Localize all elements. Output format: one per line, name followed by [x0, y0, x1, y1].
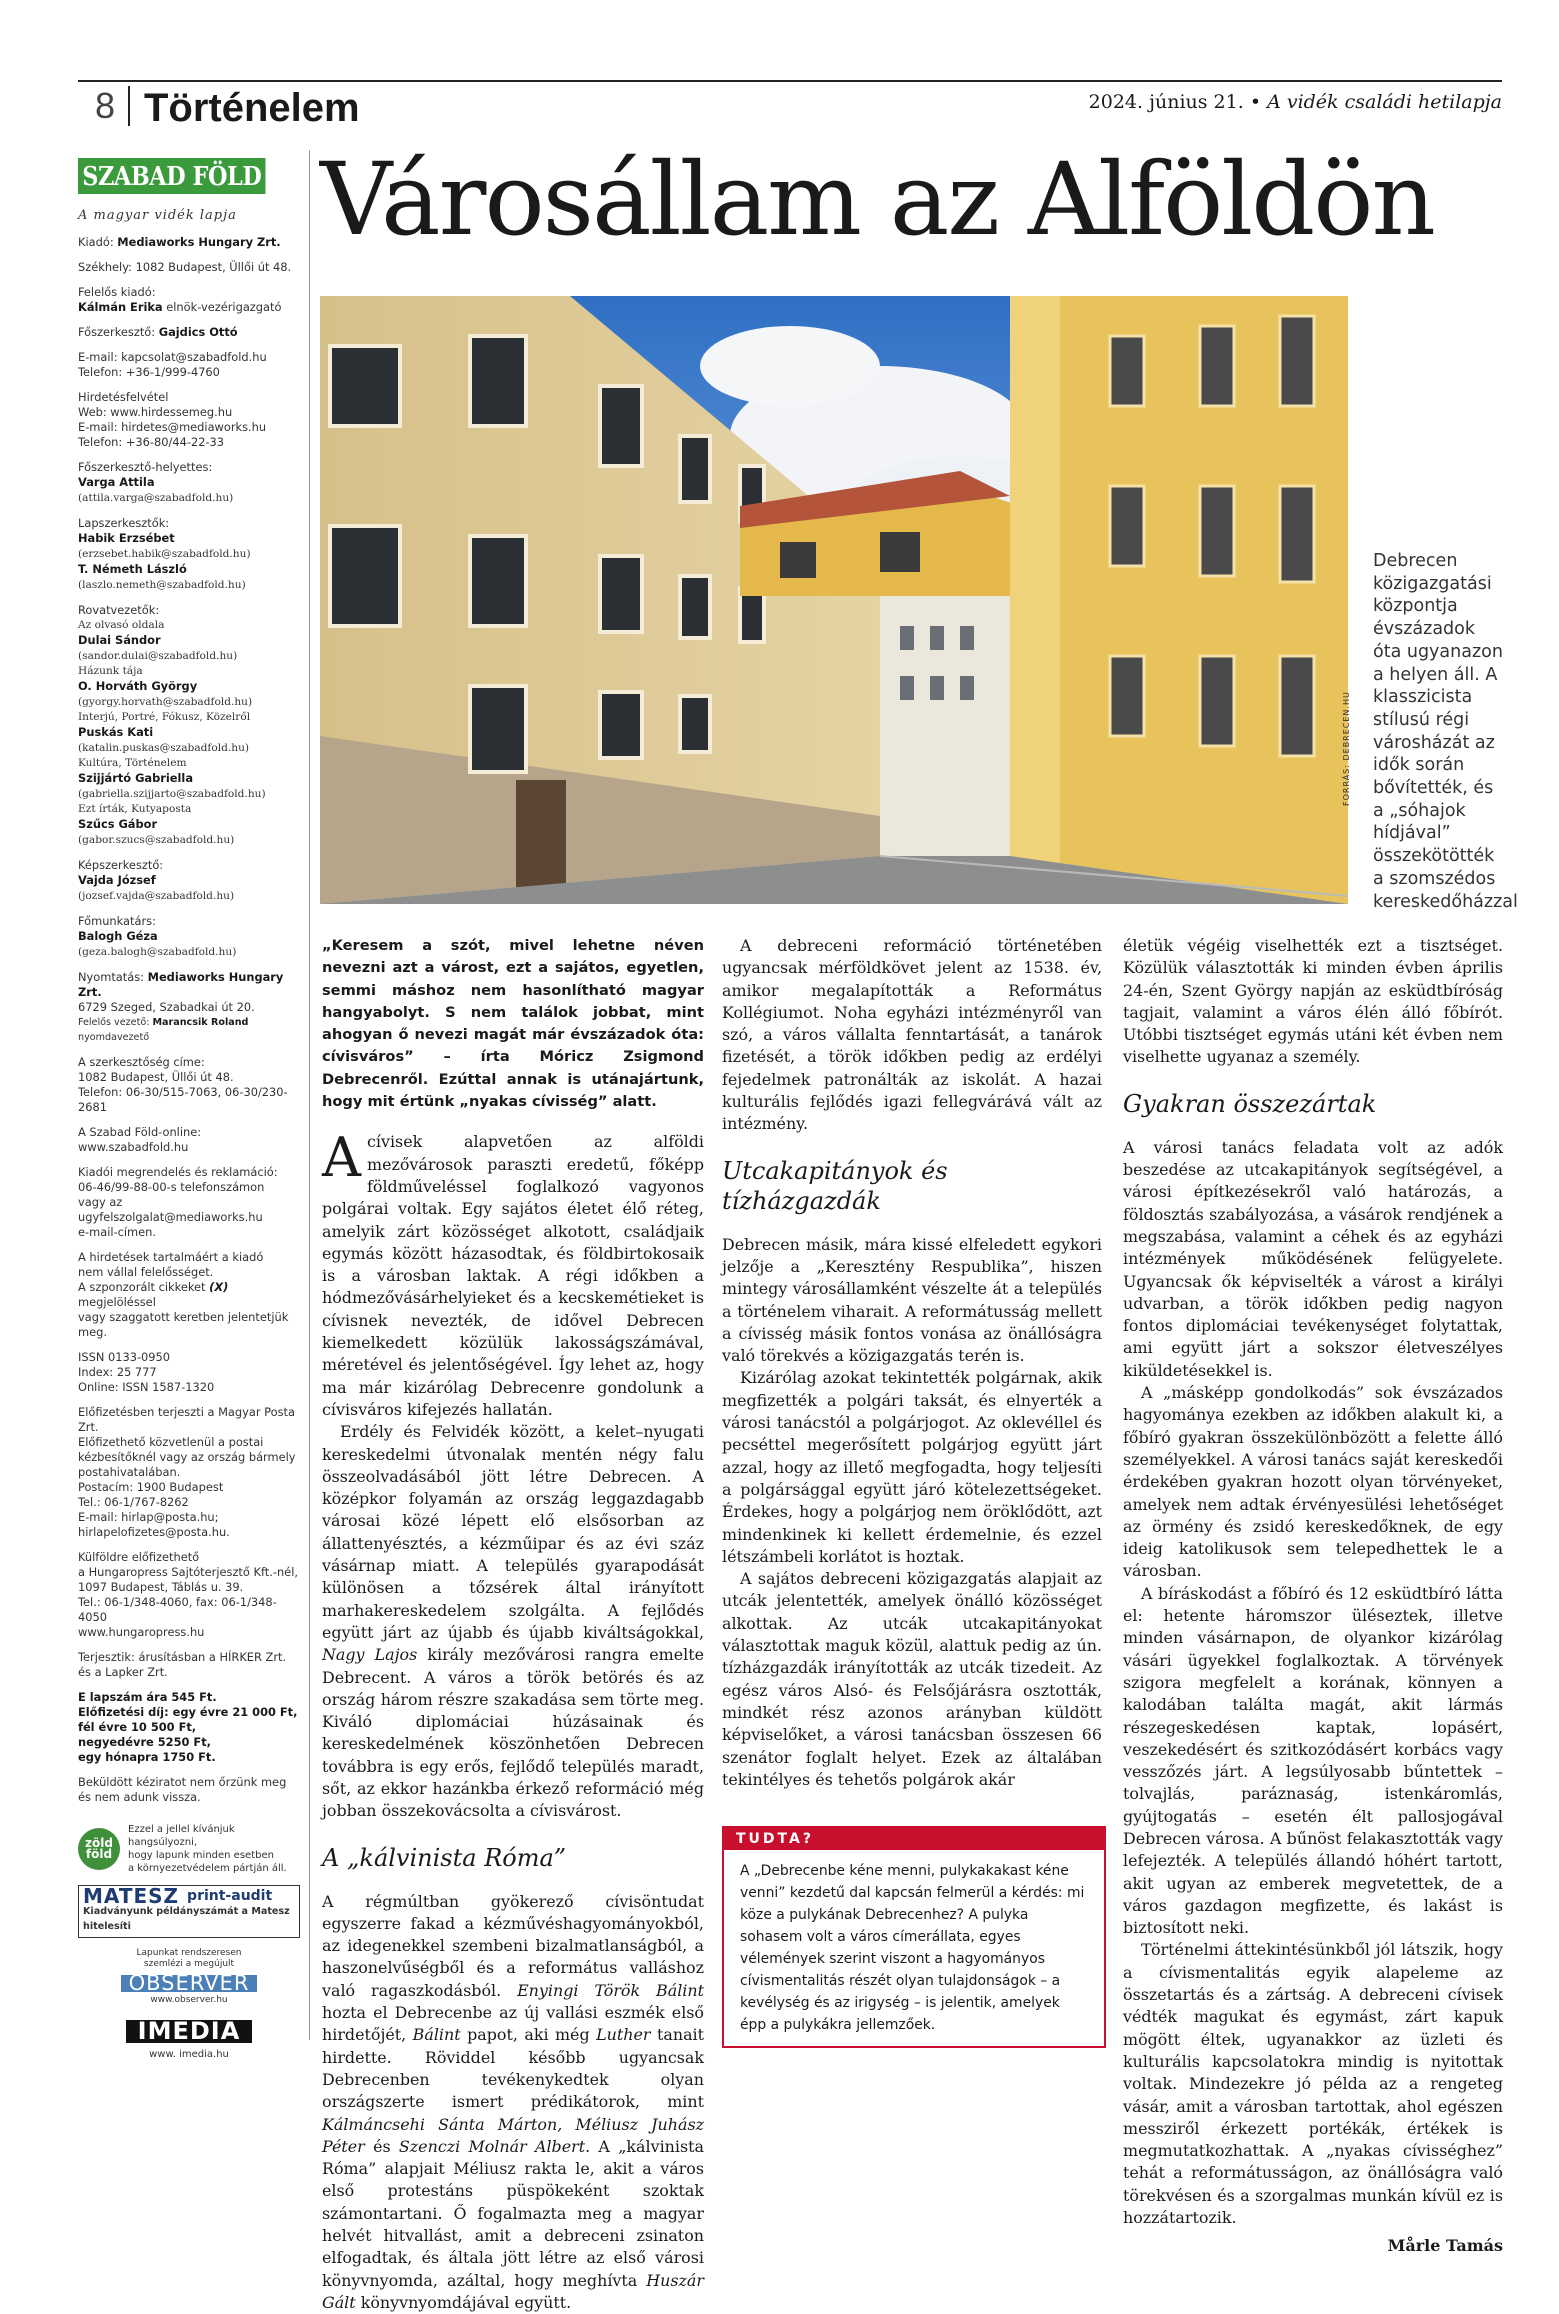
subheading-gyakran-osszezartak: Gyakran összezártak: [1123, 1089, 1377, 1118]
sub-line-7[interactable]: E-mail: hirlap@posta.hu;: [78, 1510, 219, 1524]
article-paragraph: Debrecen másik, mára kissé elfeledett egykori jelzője a „Keresztény Respublika”, hiszen mintegy városállamként vészelte át a település a történelem viharait. A reformátusság mellett a cívisség másik fontos vonása az önállóságra való törekvés a közigazgatás terén is.: [722, 1234, 1102, 1366]
col4-email[interactable]: (gabriella.szijjarto@szabadfold.hu): [78, 788, 266, 800]
italic-name: Bálint: [412, 2025, 461, 2045]
contact-email[interactable]: E-mail: kapcsolat@szabadfold.hu: [78, 350, 267, 364]
article-column-2: [722, 935, 1102, 1791]
article-paragraph: A bíráskodást a főbíró és 12 esküdtbíró látta el: hetente háromszor üléseztek, illetve minden vásárnapon, de olyankor kizárólag vásári ügyekkel foglalkoztak. A törvények szigora megfelelt a korának, könnyen a kalodában találta magát, akit lármás részegeskedésen kaptak, lopásért, veszekedésért és szitkozódásért korbács vagy vesszőzés járt. A legsúlyosabb bűntettek – tolvajlás, paráznaság, istenkáromlás, gyújtogatás – esetén élt pallosjogával Debrecen városa. A bűnöst felakasztották vagy lefejezték. A település állandó hóhért tartott, akit ugyan az emberek megvetettek, de a város gazdagon megfizette, és lakást is biztosított neki.: [1123, 1583, 1503, 1938]
dist-line-2: és a Lapker Zrt.: [78, 1665, 168, 1679]
abroad-line-5[interactable]: www.hungaropress.hu: [78, 1625, 205, 1639]
drop-cap: A: [322, 1126, 361, 1190]
observer-logo: OBSERVER: [121, 1975, 258, 1992]
disclaimer-block: [78, 1250, 300, 1340]
zf-text-2: hogy lapunk minden esetben: [128, 1850, 274, 1861]
ads-web[interactable]: Web: www.hirdessemeg.hu: [78, 405, 233, 419]
desk1-name: Habik Erzsébet: [78, 531, 175, 545]
col5-email[interactable]: (gabor.szucs@szabadfold.hu): [78, 834, 235, 846]
article-lead: „Keresem a szót, mivel lehetne néven nevezni azt a várost, ezt a sajátos, egyetlen, semmi máshoz nem hasonlítható magyar hangyabolyt. S nem találok jobbat, mint ahogyan ő nevezi magát már évszázadok óta: cívisváros” – írta Móricz Zsigmond Debrecenről. Ezúttal annak is utánajártunk, hogy mit értünk „nyakas cívisség” alatt.: [322, 937, 704, 1111]
resp-publisher-name: Kálmán Erika: [78, 300, 163, 314]
price-line-5: egy hónapra 1750 Ft.: [78, 1750, 216, 1764]
desk2-email[interactable]: (laszlo.nemeth@szabadfold.hu): [78, 579, 246, 591]
italic-name: Szenczi Molnár Albert: [398, 2136, 586, 2156]
orders-label: Kiadói megrendelés és reklamáció:: [78, 1165, 278, 1179]
price-line-4: negyedévre 5250 Ft,: [78, 1735, 211, 1749]
szabad-fold-logo: SZABAD FÖLD: [78, 158, 266, 194]
paragraph-text: A régmúltban gyökerező cívisöntudat egyszerre fakad a kézművéshagyományokból, az idegenekkel szembeni bizalmatlanságból, a haszonelvűségből és a református valláshoz való ragaszkodásból.: [322, 1891, 704, 2000]
price-line-2: Előfizetési díj: egy évre 21 000 Ft,: [78, 1705, 298, 1719]
did-you-know-text: A „Debrecenbe kéne menni, pulykakakast kéne venni” kezdetű dal kapcsán felmerül a kérdés: mi köze a pulykának Debrecenhez? A pulyka sohasem volt a város címerállata, egyes vélemények szerint viszont a hagyományos cívismentalitás részét olyan tulajdonságok – a kevélység és az irigység – is jelentik, amelyek épp a pulykákra jellemzőek.: [740, 1863, 1085, 2033]
paragraph-text: tanait hirdette. Röviddel később ugyancsak Debrecenben tevékenykedtek olyan országszerte ismert prédikátorok, mint: [322, 2025, 705, 2112]
printing-lead-name: Marancsik Roland: [152, 1017, 249, 1028]
subscription-block: [78, 1405, 300, 1540]
orders-email[interactable]: vagy az ugyfelszolgalat@mediaworks.hu: [78, 1195, 263, 1224]
paragraph-text: könyvnyomdájával együtt.: [355, 2292, 572, 2312]
photo-credit: FORRÁS: DEBRECEN.HU: [1342, 691, 1351, 806]
deputy-email[interactable]: (attila.varga@szabadfold.hu): [78, 492, 234, 504]
italic-name: Nagy Lajos: [322, 1645, 418, 1665]
office-address: 1082 Budapest, Üllői út 48.: [78, 1070, 234, 1084]
author-byline: Mårle Tamás: [1387, 2236, 1503, 2256]
chief-staff-block: [78, 914, 300, 960]
article-paragraph: [322, 1421, 704, 1822]
orders-email-suffix: e-mail-címen.: [78, 1225, 157, 1239]
article-paragraph: A sajátos debreceni közigazgatás alapjait az utcák jelentették, amelyek önálló közösséget alkottak. Az utcák utcakapitányokat választottak maguk közül, alattuk pedig az ún. tízházgazdák irányították az utcák tizedeit. Az egész város Alsó- és Felsőjárásra osztották, mindkét rész azonos arányban küldött képviselőket, a városi tanácsban összesen 66 szenátor foglalt helyet. Ezek az általában tekintélyes és tehetős polgárok akár: [722, 1569, 1102, 1789]
paragraph-text: cívisek alapvetően az alföldi mezővárosok paraszti eredetű, főképp földműveléssel foglalkozó vagyonos polgárai voltak. Egy sajátos életet élő réteg, amelyik zárt közösséget alkotott, családjaik egymás között házasodtak, és földbirtokosaik is a városban laktak. A régi időkben a hódmezővásárhelyieket és a kecskemétieket is cívisnek nevezték, de idővel Debrecen kiemelkedett közülük lakosságszámával, méretével és jelentőségével. Így lehet az, hogy ma már kizárólag Debrecenre gondolunk a cívisváros kifejezés hallatán.: [322, 1132, 704, 1419]
paragraph-text: és: [364, 2136, 399, 2156]
publisher-label: Kiadó:: [78, 235, 114, 249]
price-block: [78, 1690, 300, 1765]
col2-email[interactable]: (gyorgy.horvath@szabadfold.hu): [78, 696, 253, 708]
header-dateline: [1089, 90, 1502, 114]
imedia-url[interactable]: www. imedia.hu: [149, 2049, 229, 2060]
printing-address: 6729 Szeged, Szabadkai út 20.: [78, 1000, 255, 1014]
printing-name: Mediaworks Hungary Zrt.: [78, 970, 284, 999]
imedia-logo: IMEDIA: [126, 2020, 253, 2043]
matesz-caption: Kiadványunk példányszámát a Matesz hitelesíti: [83, 1906, 290, 1932]
article-paragraph: Történelmi áttekintésünkből jól látszik, hogy a cívismentalitás egyik alapeleme az összetartás és a zártság. A debreceni cívisek védték magukat és egymást, zárt kapuk mögött éltek, ugyanakkor az üzleti és kulturális kapcsolatokra mindig is nyitottak voltak. Mindezekre jó példa az a rengeteg vásár, amit a városban tartottak, ahol egészen messziről érkezett portékák, értékek is megmutatkozhattak. A „nyakas cívisséghez” tehát a reformátusságon, az önállóságra való törekvésen és a szorgalmas munkán kívül ez is hozzátartozik.: [1123, 1940, 1503, 2228]
col4-topic: Kultúra, Történelem: [78, 757, 187, 769]
photo-editor-name: Vajda József: [78, 873, 156, 887]
abroad-line-2: a Hungaropress Sajtóterjesztő Kft.-nél,: [78, 1565, 298, 1579]
sub-line-2: Előfizethető közvetlenül a postai: [78, 1435, 264, 1449]
photo-editor-label: Képszerkesztő:: [78, 858, 164, 872]
col5-topic: Ezt írták, Kutyaposta: [78, 803, 192, 815]
paragraph-text: Erdély és Felvidék között, a kelet–nyugati kereskedelmi útvonalak mentén négy falu összeolvadásából jött létre Debrecen. A középkor folyamán az ország leggazdagabb városai közé lépett elő elsősorban az állattenyésztés, a kézműipar és az évi száz vásárnap miatt. A település gyarapodását különösen a tőzsérek által irányított marhakereskedelem szolgálta. A fejlődés együtt járt az újabb és újabb kiváltságokkal,: [322, 1422, 704, 1642]
ads-phone: Telefon: +36-80/44-22-33: [78, 435, 225, 449]
imedia-badge: [78, 2017, 300, 2062]
did-you-know-title: TUDTA?: [724, 1828, 1104, 1850]
price-line-1: E lapszám ára 545 Ft.: [78, 1690, 217, 1704]
zf-text-3: a környezetvédelem pártján áll.: [128, 1863, 287, 1874]
publisher-name: Mediaworks Hungary Zrt.: [117, 235, 281, 249]
header-rule-top: [78, 80, 1502, 82]
disclaimer-line-3: A szponzorált cikkeket: [78, 1280, 206, 1294]
desk2-name: T. Németh László: [78, 562, 187, 576]
observer-text-1: Lapunkat rendszeresen: [136, 1948, 242, 1958]
section-title: Történelem: [144, 86, 360, 130]
distribution-block: [78, 1650, 300, 1680]
column-editors-block: [78, 603, 300, 848]
zold-fold-logo-icon: zöld föld: [78, 1828, 120, 1870]
col4-name: Szijjártó Gabriella: [78, 771, 194, 785]
article-paragraph: A városi tanács feladata volt az adók beszedése az utcakapitányok segítségével, a városi építkezésekről való határozás, a földosztás szabályozása, a vásárok rendjének a megszabása, valamint a céhek és az egyházi intézmények működésének felügyelete. Ugyancsak ők képviselték a várost a királyi udvarban, a török időkben pedig nagyon fontos diplomáciai tevékenységet folytattak, ami együtt járt a sokszor életveszélyes kiküldetésekkel is.: [1123, 1137, 1503, 1380]
subheading-utcakapitanyok: Utcakapitányok és tízházgazdák: [722, 1156, 948, 1215]
abroad-line-4: Tel.: 06-1/348-4060, fax: 06-1/348-4050: [78, 1595, 277, 1624]
responsible-publisher: [78, 285, 300, 315]
sponsored-mark: (X): [209, 1280, 229, 1294]
index-number: Index: 25 777: [78, 1365, 157, 1379]
office-label: A szerkesztőség címe:: [78, 1055, 205, 1069]
editor-label: Főszerkesztő:: [78, 325, 156, 339]
sub-line-1: Előfizetésben terjeszti a Magyar Posta Zrt.: [78, 1405, 295, 1434]
zold-fold-badge: [78, 1823, 300, 1875]
abroad-line-1: Külföldre előfizethető: [78, 1550, 200, 1564]
chief-staff-label: Főmunkatárs:: [78, 914, 156, 928]
sub-line-4: postahivatalában.: [78, 1465, 181, 1479]
ads-block: [78, 390, 300, 450]
disclaimer-line-4: vagy szaggatott keretben jelentetjük meg.: [78, 1310, 289, 1339]
photo-caption: Debrecen közigazgatási központja évszázadok óta ugyanazon a helyen áll. A klasszicista stílusú régi városházát az idők során bővítették, és a „sóhajok hídjával” összekötötték a szomszédos kereskedőházzal: [1373, 551, 1518, 912]
sidebar-tagline: A magyar vidék lapja: [78, 208, 237, 223]
col3-email[interactable]: (katalin.puskas@szabadfold.hu): [78, 742, 250, 754]
col1-email[interactable]: (sandor.dulai@szabadfold.hu): [78, 650, 238, 662]
printing-label: Nyomtatás:: [78, 970, 144, 984]
chief-staff-email[interactable]: (geza.balogh@szabadfold.hu): [78, 946, 237, 958]
col5-name: Szűcs Gábor: [78, 817, 158, 831]
print-audit-label: print-audit: [187, 1888, 273, 1904]
deputy-label: Főszerkesztő-helyettes:: [78, 460, 213, 474]
italic-name: Kálmáncsehi Sánta Márton, Méliusz Juhász Péter: [322, 2114, 704, 2156]
article-column-1: [322, 935, 704, 2314]
article-paragraph: életük végéig viselhették ezt a tisztséget. Közülük választották ki minden évben április 24-én, Szent György napján az esküdtbíróság tagjait, valamint a város élén álló főbírót. Utóbbi tisztséget egymás utáni két évben nem viselhette ugyanaz a személy.: [1123, 936, 1503, 1067]
article-photo: [320, 296, 1348, 904]
paragraph-text: hozta el Debrecenbe az új vallási eszmék első hirdetőjét,: [322, 2003, 704, 2045]
disclaimer-line-1: A hirdetések tartalmáért a kiadó: [78, 1250, 264, 1264]
paragraph-text: király mezővárosi rangra emelte Debrecent. A város a török betörés és az ország három részre szakadása sem törte meg. Kiváló diplomáciai húzásainak és kereskedelmének köszönhetően Debrecen továbbra is egy erős, fejlődő település maradt, sőt, az ekkor hazánkba érkező reformáció még jobban összekovácsolta a cívisvárost.: [322, 1645, 704, 1821]
manuscript-line-1: Beküldött kéziratot nem őrzünk meg: [78, 1775, 287, 1789]
deputy-name: Varga Attila: [78, 475, 155, 489]
sub-line-8[interactable]: hirlapelofizetes@posta.hu.: [78, 1525, 230, 1539]
orders-block: [78, 1165, 300, 1240]
matesz-badge: [78, 1885, 300, 1938]
chief-staff-name: Balogh Géza: [78, 929, 158, 943]
online-line[interactable]: A Szabad Föld-online: www.szabadfold.hu: [78, 1125, 202, 1154]
price-line-3: fél évre 10 500 Ft,: [78, 1720, 197, 1734]
online-issn: Online: ISSN 1587-1320: [78, 1380, 215, 1394]
contact-phone: Telefon: +36-1/999-4760: [78, 365, 220, 379]
did-you-know-box: [722, 1826, 1106, 2048]
office-block: [78, 1055, 300, 1115]
observer-text-2: szemlézi a megújult: [143, 1959, 235, 1969]
col1-name: Dulai Sándor: [78, 633, 161, 647]
town-hall-illustration: [320, 296, 1348, 904]
printing-lead-role: nyomdavezető: [78, 1032, 150, 1043]
observer-url[interactable]: www.observer.hu: [150, 1995, 228, 2005]
sub-line-5: Postacím: 1900 Budapest: [78, 1480, 224, 1494]
bullet-separator: •: [1249, 91, 1262, 113]
publication-tagline: A vidék családi hetilapja: [1267, 91, 1502, 113]
page-number: 8: [82, 86, 130, 126]
masthead-sidebar: [78, 158, 300, 2062]
col1-topic: Az olvasó oldala: [78, 619, 165, 631]
desk-label: Lapszerkesztők:: [78, 516, 170, 530]
resp-publisher-label: Felelős kiadó:: [78, 285, 156, 299]
paragraph-text: . A „kálvinista Róma” alapjait Méliusz rakta le, akit a város első protestáns püspökeként szoktak számontartani. Ő fogalmazta meg a magyar helvét hitvallást, amit a debreceni zsinaton elfogadtak, és általa jött létre az első városi könyvnyomda, azáltal, hogy meghívta: [322, 2136, 704, 2290]
ads-email[interactable]: E-mail: hirdetes@mediaworks.hu: [78, 420, 267, 434]
observer-badge: [78, 1948, 300, 2006]
col3-topic: Interjú, Portré, Fókusz, Közelről: [78, 711, 251, 723]
column-label: Rovatvezetők:: [78, 603, 160, 617]
photo-editor-block: [78, 858, 300, 904]
italic-name: Luther: [596, 2025, 651, 2045]
article-paragraph: A debreceni reformáció történetében ugyancsak mérföldkövet jelent az 1538. év, amikor megalapították a Református Kollégiumot. Noha egyházi intézményről van szó, a város vállalta fenntartását, a tanárok fizetését, a török időkben pedig az erdélyi fejedelmek patronálták az iskolát. A hazai kulturális fejlődés igazi fellegvárává vált az intézmény.: [722, 936, 1102, 1134]
printing-lead-label: Felelős vezető:: [78, 1017, 150, 1028]
abroad-block: [78, 1550, 300, 1640]
col3-name: Puskás Kati: [78, 725, 154, 739]
abroad-line-3: 1097 Budapest, Táblás u. 39.: [78, 1580, 244, 1594]
photo-editor-email[interactable]: (jozsef.vajda@szabadfold.hu): [78, 890, 235, 902]
sub-line-6: Tel.: 06-1/767-8262: [78, 1495, 189, 1509]
dist-line-1: Terjesztik: árusításban a HÍRKER Zrt.: [78, 1650, 287, 1664]
ads-label: Hirdetésfelvétel: [78, 390, 169, 404]
editor-name: Gajdics Ottó: [158, 325, 238, 339]
hq-line: Székhely: 1082 Budapest, Üllői út 48.: [78, 260, 292, 274]
issn: ISSN 0133-0950: [78, 1350, 171, 1364]
disclaimer-line-2: nem vállal felelősséget.: [78, 1265, 214, 1279]
office-phone: Telefon: 06-30/515-7063, 06-30/230-2681: [78, 1085, 288, 1114]
sidebar-divider: [309, 150, 310, 2040]
deputy-block: [78, 460, 300, 506]
desk-editors-block: [78, 516, 300, 593]
zf-text-1: Ezzel a jellel kívánjuk hangsúlyozni,: [128, 1824, 235, 1848]
italic-name: Enyingi Török Bálint: [517, 1980, 704, 2000]
disclaimer-line-3b: megjelöléssel: [78, 1295, 156, 1309]
desk1-email[interactable]: (erzsebet.habik@szabadfold.hu): [78, 548, 251, 560]
contact-block: [78, 350, 300, 380]
article-headline: Városállam az Alföldön: [320, 141, 1434, 258]
col2-topic: Házunk tája: [78, 665, 143, 677]
issue-date: 2024. június 21.: [1088, 91, 1244, 113]
issn-block: [78, 1350, 300, 1395]
manuscript-block: [78, 1775, 300, 1805]
article-paragraph: [322, 1891, 704, 2314]
sub-line-3: kézbesítőknél vagy az ország bármely: [78, 1450, 296, 1464]
subheading-kalvinista-roma: A „kálvinista Róma”: [322, 1843, 567, 1872]
publisher-block: [78, 235, 300, 250]
manuscript-line-2: és nem adunk vissza.: [78, 1790, 201, 1804]
col2-name: O. Horváth György: [78, 679, 198, 693]
article-paragraph: [322, 1126, 704, 1421]
orders-phone: 06-46/99-88-00-s telefonszámon: [78, 1180, 265, 1194]
printing-block: [78, 970, 300, 1045]
resp-publisher-role: elnök-vezérigazgató: [166, 300, 282, 314]
editor-in-chief: [78, 325, 300, 340]
matesz-logo: MATESZ: [83, 1884, 180, 1908]
italic-name: Huszár Gált: [322, 2270, 704, 2312]
article-paragraph: A „másképp gondolkodás” sok évszázados hagyománya ezekben az időkben alakult ki, a főbíró gyakran összekülönbözött a felette álló személyekkel. A városi tanács saját kereskedői érdekében gyakran hozott olyan törvényeket, amelyek nem adtak érvényesülési lehetőséget az örmény és zsidó kereskedőknek, de egy ideig katolikusok sem telepedhettek le a városban.: [1123, 1383, 1503, 1581]
article-column-3: [1123, 935, 1503, 2258]
article-paragraph: Kizárólag azokat tekintették polgárnak, akik megfizették a polgári taksát, és elnyerték a városi tanácstól a polgárjogot. Az oklevéllel és pecséttel megerősített polgárjog együtt járt azzal, hogy az illető megfogadta, hogy teljesíti a polgársággal együtt járó kötelezettségeket. Érdekes, hogy a polgárjog nem öröklődött, azt mindenkinek ki kellett érdemelnie, és ezzel létszámbeli korlátot is hoztak.: [722, 1368, 1102, 1566]
paragraph-text: papot, aki még: [460, 2025, 597, 2045]
